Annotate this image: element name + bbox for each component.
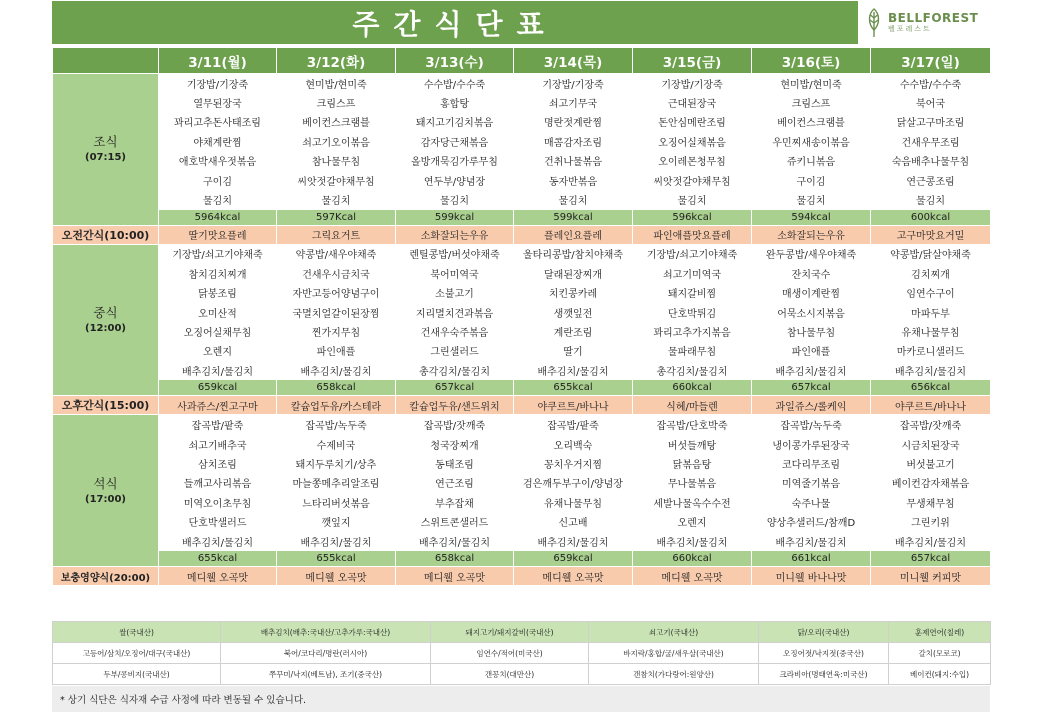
menu-item: 그린샐러드 xyxy=(396,341,514,360)
snack-item: 과일쥬스/롤케익 xyxy=(752,396,871,415)
menu-item: 잡곡밥/녹두죽 xyxy=(277,415,396,434)
lunch-row xyxy=(53,264,991,283)
origin-cell: 두부/콩비지(국내산) xyxy=(53,664,221,685)
supplement-section xyxy=(53,567,991,586)
menu-item: 총각김치/물김치 xyxy=(633,361,752,380)
lunch-row xyxy=(53,244,991,263)
menu-item: 배추김치/물김치 xyxy=(633,531,752,550)
lunch-row xyxy=(53,341,991,360)
menu-item: 쇠고기배추국 xyxy=(159,434,277,453)
breakfast-label: 조식 xyxy=(93,134,118,150)
menu-item: 닭볶음탕 xyxy=(633,454,752,473)
menu-item: 시금치된장국 xyxy=(871,434,991,453)
kcal-value: 657kcal xyxy=(752,380,871,396)
menu-item: 들깨고사리볶음 xyxy=(159,473,277,492)
origin-cell: 쇠고기(국내산) xyxy=(589,622,759,643)
menu-item: 배추김치/물김치 xyxy=(871,361,991,380)
breakfast-row xyxy=(53,132,991,151)
day-header: 3/16(토) xyxy=(752,48,871,74)
lunch-section xyxy=(53,244,991,396)
lunch-time: (12:00) xyxy=(85,322,126,334)
menu-item: 건새우숙주볶음 xyxy=(396,322,514,341)
menu-item: 양상추샐러드/참깨D xyxy=(752,512,871,531)
origin-cell: 닭/오리(국내산) xyxy=(759,622,889,643)
origin-cell: 북어/코다리/명란(러시아) xyxy=(221,643,431,664)
dinner-label-cell xyxy=(53,415,159,567)
snack-item: 메디웰 오곡맛 xyxy=(159,567,277,586)
menu-item: 배추김치/물김치 xyxy=(277,531,396,550)
menu-item: 건새우시금치국 xyxy=(277,264,396,283)
menu-item: 꽈리고추돈사태조림 xyxy=(159,112,277,131)
menu-item: 삼치조림 xyxy=(159,454,277,473)
menu-item: 숙주나물 xyxy=(752,493,871,512)
kcal-value: 596kcal xyxy=(633,209,752,225)
menu-item: 잡곡밥/단호박죽 xyxy=(633,415,752,434)
kcal-value: 659kcal xyxy=(159,380,277,396)
menu-item: 물김치 xyxy=(514,190,633,209)
origin-cell: 베이컨(돼지:수입) xyxy=(889,664,991,685)
snack-item: 그릭요거트 xyxy=(277,225,396,244)
footnote: * 상기 식단은 식자재 수급 사정에 따라 변동될 수 있습니다. xyxy=(52,686,990,712)
menu-item: 잔치국수 xyxy=(752,264,871,283)
am-snack-row xyxy=(53,225,991,244)
breakfast-row xyxy=(53,170,991,189)
menu-item: 느타리버섯볶음 xyxy=(277,493,396,512)
menu-item: 잡곡밥/팥죽 xyxy=(514,415,633,434)
header-corner xyxy=(53,48,159,74)
dinner-time: (17:00) xyxy=(85,493,126,505)
menu-item: 베이컨감자채볶음 xyxy=(871,473,991,492)
menu-item: 국멸치얼갈이된장찜 xyxy=(277,302,396,321)
snack-item: 사과쥬스/찐고구마 xyxy=(159,396,277,415)
snack-item: 소화잘되는우유 xyxy=(396,225,514,244)
kcal-value: 657kcal xyxy=(871,551,991,567)
kcal-value: 658kcal xyxy=(277,380,396,396)
lunch-row xyxy=(53,302,991,321)
menu-item: 코다리무조림 xyxy=(752,454,871,473)
logo-main-text: BELLFOREST xyxy=(888,11,979,25)
menu-item: 청국장찌개 xyxy=(396,434,514,453)
menu-item: 무생채무침 xyxy=(871,493,991,512)
breakfast-row xyxy=(53,190,991,209)
menu-item: 물김치 xyxy=(277,190,396,209)
menu-item: 물김치 xyxy=(871,190,991,209)
menu-item: 완두콩밥/새우야채죽 xyxy=(752,244,871,263)
kcal-value: 594kcal xyxy=(752,209,871,225)
snack-item: 메디웰 오곡맛 xyxy=(396,567,514,586)
lunch-row xyxy=(53,361,991,380)
kcal-value: 599kcal xyxy=(396,209,514,225)
origin-cell: 오징어젓/낙지젓(중국산) xyxy=(759,643,889,664)
menu-item: 김치찌개 xyxy=(871,264,991,283)
menu-item: 약콩밥/닭살야채죽 xyxy=(871,244,991,263)
menu-item: 자반고등어양념구이 xyxy=(277,283,396,302)
menu-item: 닭살고구마조림 xyxy=(871,112,991,131)
kcal-value: 655kcal xyxy=(277,551,396,567)
snack-item: 미니웰 커피맛 xyxy=(871,567,991,586)
kcal-value: 5964kcal xyxy=(159,209,277,225)
am-snack-label: 오전간식(10:00) xyxy=(53,225,159,244)
menu-item: 울타리콩밥/참치야채죽 xyxy=(514,244,633,263)
menu-item: 오렌지 xyxy=(633,512,752,531)
kcal-value: 655kcal xyxy=(159,551,277,567)
menu-item: 참나물무침 xyxy=(752,322,871,341)
menu-item: 물김치 xyxy=(752,190,871,209)
menu-item: 기장밥/기장죽 xyxy=(514,74,633,93)
kcal-value: 655kcal xyxy=(514,380,633,396)
menu-item: 건새우무조림 xyxy=(871,132,991,151)
origin-cell: 갠꽁치(대만산) xyxy=(431,664,589,685)
menu-item: 씨앗젓갈야채무침 xyxy=(277,170,396,189)
menu-item: 마늘쫑메추리알조림 xyxy=(277,473,396,492)
snack-item: 칼슘업두유/샌드위치 xyxy=(396,396,514,415)
menu-item: 배추김치/물김치 xyxy=(396,531,514,550)
kcal-value: 656kcal xyxy=(871,380,991,396)
origin-cell: 쌀(국내산) xyxy=(53,622,221,643)
kcal-value: 599kcal xyxy=(514,209,633,225)
menu-item: 기장밥/쇠고기야채죽 xyxy=(159,244,277,263)
menu-item: 마카로니샐러드 xyxy=(871,341,991,360)
menu-item: 기장밥/쇠고기야채죽 xyxy=(633,244,752,263)
menu-item: 씨앗젓갈야채무침 xyxy=(633,170,752,189)
snack-item: 파인애플맛요플레 xyxy=(633,225,752,244)
snack-item: 메디웰 오곡맛 xyxy=(633,567,752,586)
menu-item: 북어미역국 xyxy=(396,264,514,283)
kcal-value: 660kcal xyxy=(633,380,752,396)
breakfast-kcal-row xyxy=(53,209,991,225)
origin-cell: 돼지고기/돼지갈비(국내산) xyxy=(431,622,589,643)
menu-item: 잡곡밥/잣깨죽 xyxy=(396,415,514,434)
menu-item: 연근콩조림 xyxy=(871,170,991,189)
menu-item: 쥬키니볶음 xyxy=(752,151,871,170)
menu-item: 닭봉조림 xyxy=(159,283,277,302)
breakfast-row xyxy=(53,93,991,112)
day-header: 3/13(수) xyxy=(396,48,514,74)
menu-item: 쇠고기무국 xyxy=(514,93,633,112)
menu-item: 임연수구이 xyxy=(871,283,991,302)
menu-item: 단호박튀김 xyxy=(633,302,752,321)
breakfast-row xyxy=(53,112,991,131)
supplement-row xyxy=(53,567,991,586)
menu-item: 오징어실채무침 xyxy=(159,322,277,341)
menu-item: 연두부/양념장 xyxy=(396,170,514,189)
menu-item: 잡곡밥/잣깨죽 xyxy=(871,415,991,434)
dinner-label: 석식 xyxy=(93,475,118,491)
menu-item: 매콤감자조림 xyxy=(514,132,633,151)
menu-item: 쇠고기오이볶음 xyxy=(277,132,396,151)
menu-item: 참나물무침 xyxy=(277,151,396,170)
dinner-row xyxy=(53,493,991,512)
menu-item: 매생이계란찜 xyxy=(752,283,871,302)
menu-item: 베이컨스크램블 xyxy=(277,112,396,131)
menu-item: 배추김치/물김치 xyxy=(752,531,871,550)
menu-item: 스위트콘샐러드 xyxy=(396,512,514,531)
menu-item: 미역줄기볶음 xyxy=(752,473,871,492)
menu-item: 올방개묵김가루무침 xyxy=(396,151,514,170)
menu-item: 배추김치/물김치 xyxy=(871,531,991,550)
origin-row xyxy=(53,664,991,685)
breakfast-label-cell xyxy=(53,74,159,226)
menu-item: 배추김치/물김치 xyxy=(159,531,277,550)
pm-snack-section xyxy=(53,396,991,415)
menu-item: 꽈리고추가지볶음 xyxy=(633,322,752,341)
breakfast-row xyxy=(53,74,991,93)
origin-cell: 훈제연어(칠레) xyxy=(889,622,991,643)
menu-item: 생깻잎전 xyxy=(514,302,633,321)
snack-item: 야쿠르트/바나나 xyxy=(871,396,991,415)
origin-row xyxy=(53,643,991,664)
menu-item: 홍합탕 xyxy=(396,93,514,112)
kcal-value: 657kcal xyxy=(396,380,514,396)
menu-item: 참치김치찌개 xyxy=(159,264,277,283)
menu-item: 수수밥/수수죽 xyxy=(396,74,514,93)
menu-item: 버섯불고기 xyxy=(871,454,991,473)
origin-cell: 갠참치(가다랑어:원양산) xyxy=(589,664,759,685)
kcal-value: 658kcal xyxy=(396,551,514,567)
dinner-row xyxy=(53,512,991,531)
snack-item: 딸기맛요플레 xyxy=(159,225,277,244)
lunch-row xyxy=(53,283,991,302)
menu-item: 버섯들깨탕 xyxy=(633,434,752,453)
kcal-value: 600kcal xyxy=(871,209,991,225)
menu-item: 총각김치/물김치 xyxy=(396,361,514,380)
origin-cell: 고등어/삼치/오징어/대구(국내산) xyxy=(53,643,221,664)
menu-item: 열무된장국 xyxy=(159,93,277,112)
am-snack-section xyxy=(53,225,991,244)
breakfast-row xyxy=(53,151,991,170)
snack-item: 식혜/마들렌 xyxy=(633,396,752,415)
snack-item: 야쿠르트/바나나 xyxy=(514,396,633,415)
menu-item: 북어국 xyxy=(871,93,991,112)
origin-cell: 임연수/적어(미국산) xyxy=(431,643,589,664)
menu-item: 세발나물옥수수전 xyxy=(633,493,752,512)
menu-item: 돈안심메란조림 xyxy=(633,112,752,131)
dinner-row xyxy=(53,415,991,434)
menu-item: 오이레몬청무침 xyxy=(633,151,752,170)
pm-snack-label: 오후간식(15:00) xyxy=(53,396,159,415)
breakfast-time: (07:15) xyxy=(85,152,126,164)
supplement-label: 보충영양식(20:00) xyxy=(53,567,159,586)
menu-item: 돼지갈비찜 xyxy=(633,283,752,302)
menu-item: 냉이콩가루된장국 xyxy=(752,434,871,453)
dinner-kcal-row xyxy=(53,551,991,567)
kcal-value: 597Kcal xyxy=(277,209,396,225)
menu-item: 마파두부 xyxy=(871,302,991,321)
menu-item: 배추김치/물김치 xyxy=(752,361,871,380)
menu-item: 근대된장국 xyxy=(633,93,752,112)
lunch-row xyxy=(53,322,991,341)
menu-item: 찐가지무침 xyxy=(277,322,396,341)
menu-item: 딸기 xyxy=(514,341,633,360)
snack-item: 플레인요플레 xyxy=(514,225,633,244)
day-header: 3/15(금) xyxy=(633,48,752,74)
menu-item: 물김치 xyxy=(396,190,514,209)
snack-item: 소화잘되는우유 xyxy=(752,225,871,244)
dinner-row xyxy=(53,454,991,473)
menu-item: 물김치 xyxy=(633,190,752,209)
day-header: 3/12(화) xyxy=(277,48,396,74)
menu-item: 파인애플 xyxy=(752,341,871,360)
menu-item: 기장밥/기장죽 xyxy=(633,74,752,93)
origin-table xyxy=(52,621,991,685)
menu-item: 숙음배추나물무침 xyxy=(871,151,991,170)
menu-item: 배추김치/물김치 xyxy=(159,361,277,380)
dinner-row xyxy=(53,434,991,453)
menu-item: 검은깨두부구이/양념장 xyxy=(514,473,633,492)
menu-item: 오징어실채볶음 xyxy=(633,132,752,151)
menu-item: 베이컨스크램블 xyxy=(752,112,871,131)
snack-item: 메디웰 오곡맛 xyxy=(514,567,633,586)
pm-snack-row xyxy=(53,396,991,415)
origin-cell: 바지락/홍합/굴/새우살(국내산) xyxy=(589,643,759,664)
snack-item: 칼슘업두유/카스테라 xyxy=(277,396,396,415)
lunch-label: 중식 xyxy=(93,304,118,320)
menu-item: 구이김 xyxy=(752,170,871,189)
day-header: 3/14(목) xyxy=(514,48,633,74)
origin-cell: 쭈꾸미/낙지(베트남), 조기(중국산) xyxy=(221,664,431,685)
menu-item: 구이김 xyxy=(159,170,277,189)
menu-item: 치킨콩카레 xyxy=(514,283,633,302)
weekly-menu-table xyxy=(52,47,991,586)
title-bar xyxy=(52,1,858,44)
snack-item: 고구마맛요거밀 xyxy=(871,225,991,244)
menu-item: 돼지두루치기/상추 xyxy=(277,454,396,473)
menu-item: 동태조림 xyxy=(396,454,514,473)
menu-item: 잡곡밥/녹두죽 xyxy=(752,415,871,434)
origin-cell: 크라비아(명태연육:미국산) xyxy=(759,664,889,685)
logo-sub-text: 벨포레스트 xyxy=(888,25,932,33)
menu-item: 돼지고기김치볶음 xyxy=(396,112,514,131)
menu-item: 크림스프 xyxy=(277,93,396,112)
menu-item: 야채계란찜 xyxy=(159,132,277,151)
menu-item: 오렌지 xyxy=(159,341,277,360)
day-header: 3/17(일) xyxy=(871,48,991,74)
menu-item: 배추김치/물김치 xyxy=(514,361,633,380)
menu-item: 계란조림 xyxy=(514,322,633,341)
snack-item: 미니웰 바나나맛 xyxy=(752,567,871,586)
menu-item: 무나물볶음 xyxy=(633,473,752,492)
origin-cell: 배추김치(배추:국내산/고추가루:국내산) xyxy=(221,622,431,643)
menu-item: 잡곡밥/팥죽 xyxy=(159,415,277,434)
menu-item: 물김치 xyxy=(159,190,277,209)
menu-item: 물파래무침 xyxy=(633,341,752,360)
menu-item: 명란젓계란찜 xyxy=(514,112,633,131)
menu-item: 크림스프 xyxy=(752,93,871,112)
menu-item: 유채나물무침 xyxy=(871,322,991,341)
breakfast-section xyxy=(53,74,991,226)
snack-item: 메디웰 오곡맛 xyxy=(277,567,396,586)
menu-item: 현미밥/현미죽 xyxy=(277,74,396,93)
dinner-section xyxy=(53,415,991,567)
menu-item: 쇠고기미역국 xyxy=(633,264,752,283)
day-header: 3/11(월) xyxy=(159,48,277,74)
menu-item: 단호박샐러드 xyxy=(159,512,277,531)
page-title: 주간식단표 xyxy=(352,7,558,41)
brand-logo xyxy=(860,1,990,44)
menu-item: 렌틸콩밥/버섯야채죽 xyxy=(396,244,514,263)
menu-item: 소불고기 xyxy=(396,283,514,302)
menu-item: 수수밥/수수죽 xyxy=(871,74,991,93)
lunch-label-cell xyxy=(53,244,159,396)
origin-cell: 갈치(모로코) xyxy=(889,643,991,664)
menu-item: 배추김치/물김치 xyxy=(514,531,633,550)
menu-item: 연근조림 xyxy=(396,473,514,492)
menu-item: 파인애플 xyxy=(277,341,396,360)
menu-item: 애호박새우젓볶음 xyxy=(159,151,277,170)
lunch-kcal-row xyxy=(53,380,991,396)
menu-item: 지리멸치견과볶음 xyxy=(396,302,514,321)
menu-item: 미역오이초무침 xyxy=(159,493,277,512)
menu-item: 감자당근채볶음 xyxy=(396,132,514,151)
menu-item: 약콩밥/새우야채죽 xyxy=(277,244,396,263)
menu-item: 동자반볶음 xyxy=(514,170,633,189)
menu-item: 기장밥/기장죽 xyxy=(159,74,277,93)
dinner-row xyxy=(53,531,991,550)
menu-item: 배추김치/물김치 xyxy=(277,361,396,380)
menu-item: 오리백숙 xyxy=(514,434,633,453)
day-header-row xyxy=(53,48,991,74)
dinner-row xyxy=(53,473,991,492)
menu-item: 현미밥/현미죽 xyxy=(752,74,871,93)
leaf-logo-icon xyxy=(866,8,882,38)
menu-item: 수제비국 xyxy=(277,434,396,453)
origin-row xyxy=(53,622,991,643)
kcal-value: 661kcal xyxy=(752,551,871,567)
menu-item: 깻잎지 xyxy=(277,512,396,531)
kcal-value: 659kcal xyxy=(514,551,633,567)
menu-item: 신고배 xyxy=(514,512,633,531)
menu-item: 유채나물무침 xyxy=(514,493,633,512)
menu-item: 오미산적 xyxy=(159,302,277,321)
kcal-value: 660kcal xyxy=(633,551,752,567)
menu-item: 꽁치우거지찜 xyxy=(514,454,633,473)
menu-item: 어묵소시지볶음 xyxy=(752,302,871,321)
menu-item: 건취나물볶음 xyxy=(514,151,633,170)
menu-item: 부추잡채 xyxy=(396,493,514,512)
menu-item: 우민찌새송이볶음 xyxy=(752,132,871,151)
menu-item: 그린키위 xyxy=(871,512,991,531)
menu-item: 달래된장찌개 xyxy=(514,264,633,283)
